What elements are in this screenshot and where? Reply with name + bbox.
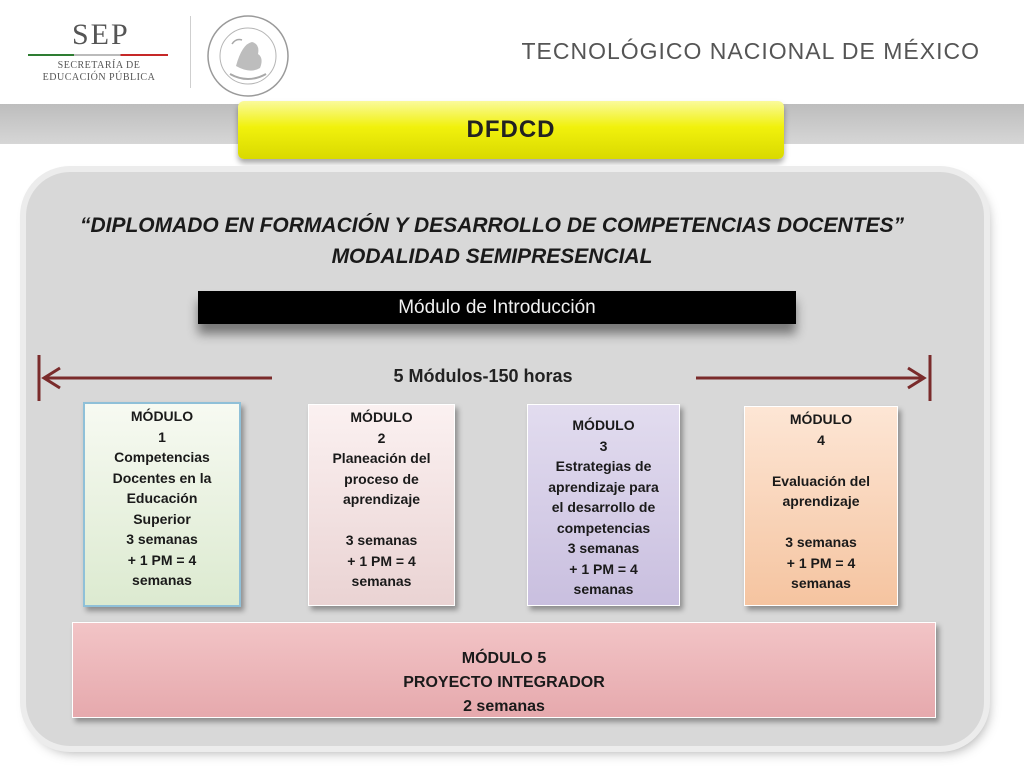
- sep-logo-tricolor-line: [28, 54, 168, 56]
- module-4-line: MÓDULO: [789, 411, 853, 427]
- module-2-card: [308, 404, 455, 606]
- module-5-title: MÓDULO 5: [461, 650, 547, 667]
- module-4-line: [745, 450, 897, 471]
- module-2-line: 2: [377, 429, 386, 446]
- module-3-line: competencias: [556, 519, 651, 536]
- module-1-line: Superior: [133, 510, 191, 527]
- module-1-line: Docentes en la: [112, 469, 212, 486]
- module-2-line: 3 semanas: [345, 532, 418, 548]
- module-4-line: 3 semanas: [785, 534, 857, 550]
- sep-logo-subtitle: [28, 60, 170, 84]
- diploma-heading-line1: “DIPLOMADO EN FORMACIÓN Y DESARROLLO DE COMPETENCIAS DOCENTES”: [79, 214, 905, 237]
- module-2-line: proceso de: [344, 470, 419, 487]
- module-1-card: [83, 402, 241, 607]
- header: [0, 0, 1024, 104]
- intro-module-bar: [198, 291, 796, 324]
- module-4-line: semanas: [791, 575, 851, 591]
- module-2-line: aprendizaje: [342, 491, 421, 507]
- module-1-line: Educación: [126, 490, 198, 506]
- module-3-line: MÓDULO: [572, 417, 635, 433]
- module-1-line: Competencias: [114, 449, 210, 465]
- module-3-card: [527, 404, 680, 606]
- module-2-line: Planeación del: [332, 450, 431, 466]
- modules-span-label: 5 Módulos-150 horas: [393, 366, 573, 386]
- diploma-heading: [40, 210, 944, 272]
- module-3-line: aprendizaje para: [548, 478, 659, 495]
- module-4-card: [744, 406, 898, 606]
- module-1-line: MÓDULO: [130, 408, 194, 424]
- module-5-subtitle: PROYECTO INTEGRADOR: [403, 674, 605, 691]
- module-5-card: [72, 622, 936, 718]
- module-1-line: + 1 PM = 4: [127, 551, 197, 568]
- module-4-line: 4: [817, 431, 825, 448]
- sep-logo-subtitle-line2: EDUCACIÓN PÚBLICA: [42, 72, 156, 83]
- module-1-line: 1: [158, 428, 166, 445]
- institution-name: TECNOLÓGICO NACIONAL DE MÉXICO: [521, 38, 980, 64]
- diploma-heading-line2: MODALIDAD SEMIPRESENCIAL: [331, 245, 653, 268]
- module-3-line: 3: [599, 437, 608, 454]
- module-1-line: semanas: [132, 572, 192, 588]
- module-2-line: [309, 510, 454, 531]
- module-2-line: semanas: [351, 573, 412, 589]
- module-3-line: el desarrollo de: [551, 499, 656, 515]
- header-divider: [190, 16, 191, 88]
- module-3-line: + 1 PM = 4: [569, 560, 638, 577]
- module-4-line: Evaluación del: [771, 472, 871, 489]
- intro-module-label: Módulo de Introducción: [398, 296, 596, 318]
- sep-logo-title: SEP: [72, 18, 130, 51]
- module-2-line: + 1 PM = 4: [347, 552, 416, 569]
- module-5-duration: 2 semanas: [463, 698, 545, 715]
- module-3-line: Estrategias de: [555, 458, 652, 474]
- module-4-line: [745, 512, 897, 533]
- dfdcd-banner: [238, 101, 784, 159]
- module-1-line: 3 semanas: [126, 531, 198, 547]
- dfdcd-banner-title: DFDCD: [466, 116, 556, 143]
- module-3-line: semanas: [573, 581, 634, 597]
- sep-logo-subtitle-line1: SECRETARÍA DE: [57, 60, 141, 71]
- module-3-line: 3 semanas: [567, 540, 640, 556]
- mexico-seal-icon: [206, 14, 290, 98]
- sep-logo: [28, 16, 170, 88]
- module-2-line: MÓDULO: [350, 409, 413, 425]
- module-4-line: aprendizaje: [782, 493, 860, 509]
- module-4-line: + 1 PM = 4: [786, 554, 856, 571]
